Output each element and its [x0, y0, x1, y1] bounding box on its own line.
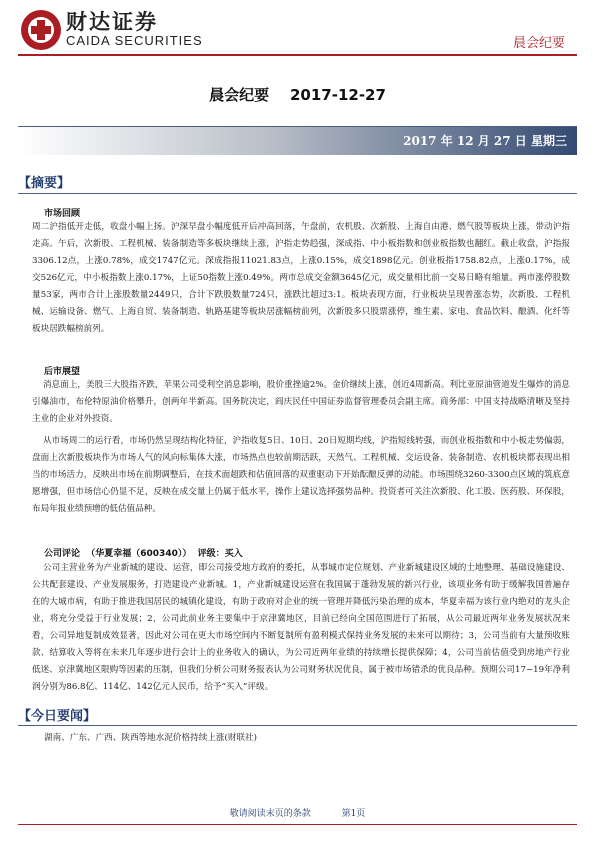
summary-divider	[18, 193, 577, 194]
company-review-text: 公司主营业务为产业新城的建设、运营，即公司接受地方政府的委托，从事城市定位规划、产业新城建设区域的土地整理、基础设施建设、公共配套建设、产业发展服务，打造建设产业新城。1，产业新城建设运营在我国属于蓬勃发展的新兴行业，该项业务有助于缓解我国普遍存在的大城市病，有助于推进我国居民的城镇化建设，有助于政府对企业的统一管理并降低污染治理的成本，华夏幸福为该行业内绝对的龙头企业，将充分受益于行业发展；2，公司此前业务主要集中于京津冀地区，目前已经向全国范围进行了拓展，从公司最近两年业务发展状况来看，公司异地复制成效显著，因此对公司在更大市场空间内不断复制所有盈利模式保持业务发展的未来可以期待；3，公司当前有大量预收账款、结算收入等将在未来几年逐步进行会计上的业务收入的确认，为公司近两年业绩的持续增长提供保障；4，公司当前估值受到房地产行业低迷、京津冀地区限购等因素的压制，但我们分析公司财务报表认为公司财务状况优良，属于被市场错杀的优良品种。预期公司17~19年净利润分别为86.8亿、114亿、142亿元人民币，给予“买入”评级。	[32, 563, 570, 692]
footer-disclaimer: 敬请阅读末页的条款	[229, 809, 311, 819]
brand-name-cn: 财达证券	[66, 10, 158, 34]
summary-heading: 【摘要】	[18, 176, 71, 191]
header-divider	[18, 54, 577, 56]
date-bar	[18, 126, 577, 155]
footer	[0, 806, 595, 819]
market-review-title: 市场回顾	[44, 209, 81, 219]
market-review-text: 周二沪指低开走低，收盘小幅上扬。沪深早盘小幅度低开后冲高回落，午盘前，农机股、次新股、上海自由港、燃气股等板块上涨，带动沪指走高。午后，次新股、工程机械、装备制造等多板块继续上涨，沪指走势趋强，深成指、中小板指数和创业板指数也翻红。截止收盘，沪指报3306.12点，上涨0.78%，成交1747亿元。深成指报11021.83点，上涨0.15%，成交1898亿元。创业板指1758.82点，上涨0.17%，成交526亿元，中小板指数上涨0.17%，上证50指数上涨0.49%。两市总成交金额3645亿元，成交量相比前一交易日略有缩量。两市涨停股数量53家，两市合计上涨股数量2449只，合计下跌股数量724只，涨跌比超过3:1。板块表现方面，行业板块呈现普涨态势，次新股、工程机械、运输设备、燃气、上海自贸、装备制造、轨路基建等板块居涨幅榜前列，次新股多只股票涨停，维生素、家电、食品饮料、酿酒、化纤等板块居跌幅榜前列。	[32, 222, 570, 334]
company-review-title: 公司评论 （华夏幸福（600340）） 评级：买入	[44, 549, 243, 559]
today-news-heading: 【今日要闻】	[18, 709, 97, 724]
today-news-divider	[18, 725, 577, 726]
outlook-title: 后市展望	[44, 367, 81, 377]
footer-divider	[18, 824, 577, 825]
brand-name-en: CAIDA SECURITIES	[66, 33, 203, 48]
outlook-paragraph-2: 从市场周二的运行看，市场仍然呈现结构化特征，沪指收复5日、10日、20日短期均线，沪指短线转强，而创业板指数和中小板走势偏弱，盘面上次新股板块作为市场人气的风向标集体大涨，市场热点也较前期活跃，天然气、工程机械、交运设备、装备制造、农机板块都表现出相当的市场活力，反映出市场在前期调整后，在技术面超跌和估值回落的双重驱动下开始酝酿反弹的动能。市场围绕3260-3300点区域的筑底意愿增强，但市场信心仍显不足，反映在成交量上仍属于低水平，操作上建议选择强势品种。投资者可关注次新股、化工股、医药股、环保股，布局年报业绩预增的低估值品种。	[32, 436, 570, 514]
date-text: 2017 年 12 月 27 日 星期三	[403, 134, 567, 148]
caida-logo-icon	[19, 8, 63, 52]
outlook-paragraph-1: 消息面上，美股三大股指齐跌，苹果公司受利空消息影响，股价重挫逾2%。金价继续上涨，创近4周新高。利比亚原油管道发生爆炸的消息引爆油市，布伦特原油价格攀升，创两年半新高。国务院决定，阎庆民任中国证券监督管理委员会副主席。商务部：中国支持战略清晰及坚持主业的企业对外投资。	[32, 380, 570, 424]
news-item: 湖南、广东、广西、陕西等地水泥价格持续上涨(财联社)	[44, 733, 257, 743]
page-title: 晨会纪要 2017-12-27	[209, 86, 386, 104]
page-number: 第1页	[341, 809, 366, 819]
header-tag: 晨会纪要	[512, 36, 565, 51]
